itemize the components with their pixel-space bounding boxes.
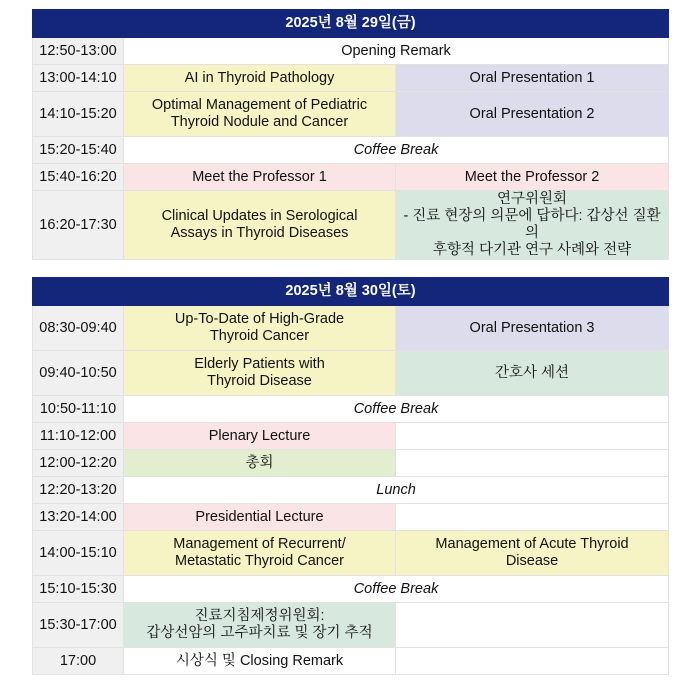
time-cell: 15:10-15:30 (33, 576, 124, 603)
time-cell: 11:10-12:00 (33, 423, 124, 450)
table-row (33, 450, 669, 477)
time-cell: 14:10-15:20 (33, 92, 124, 137)
session-cell: Clinical Updates in Serological Assays in Thyroid Diseases (124, 191, 396, 260)
session-cell: 시상식 및 Closing Remark (124, 648, 396, 675)
table-row (33, 92, 669, 137)
session-cell: 총회 (124, 450, 396, 477)
session-cell: Meet the Professor 2 (396, 164, 669, 191)
coffee-break-cell: Coffee Break (124, 576, 669, 603)
empty-cell (396, 603, 669, 648)
table-row (33, 137, 669, 164)
lunch-cell: Lunch (124, 477, 669, 504)
coffee-break-cell: Coffee Break (124, 396, 669, 423)
session-cell: Oral Presentation 3 (396, 306, 669, 351)
session-cell: AI in Thyroid Pathology (124, 65, 396, 92)
session-cell: 간호사 세션 (396, 351, 669, 396)
table-row (33, 576, 669, 603)
day2-header: 2025년 8월 30일(토) (33, 278, 669, 306)
time-cell: 17:00 (33, 648, 124, 675)
session-cell: Management of Recurrent/ Metastatic Thyroid Cancer (124, 531, 396, 576)
time-cell: 13:20-14:00 (33, 504, 124, 531)
time-cell: 12:20-13:20 (33, 477, 124, 504)
session-cell: Oral Presentation 1 (396, 65, 669, 92)
empty-cell (396, 423, 669, 450)
time-cell: 16:20-17:30 (33, 191, 124, 260)
table-row (33, 164, 669, 191)
session-cell: Up-To-Date of High-Grade Thyroid Cancer (124, 306, 396, 351)
empty-cell (396, 450, 669, 477)
table-row (33, 191, 669, 260)
session-cell: Plenary Lecture (124, 423, 396, 450)
session-cell: Elderly Patients with Thyroid Disease (124, 351, 396, 396)
session-cell: 진료지침제정위원회: 갑상선암의 고주파치료 및 장기 추적 (124, 603, 396, 648)
table-row (33, 65, 669, 92)
session-cell: Presidential Lecture (124, 504, 396, 531)
table-row (33, 531, 669, 576)
day2-schedule-table (32, 277, 669, 675)
time-cell: 08:30-09:40 (33, 306, 124, 351)
session-cell: Opening Remark (124, 38, 669, 65)
time-cell: 15:20-15:40 (33, 137, 124, 164)
session-cell: Optimal Management of Pediatric Thyroid Nodule and Cancer (124, 92, 396, 137)
table-row (33, 396, 669, 423)
time-cell: 13:00-14:10 (33, 65, 124, 92)
time-cell: 09:40-10:50 (33, 351, 124, 396)
time-cell: 12:50-13:00 (33, 38, 124, 65)
table-row (33, 477, 669, 504)
time-cell: 15:40-16:20 (33, 164, 124, 191)
table-row (33, 603, 669, 648)
time-cell: 10:50-11:10 (33, 396, 124, 423)
time-cell: 12:00-12:20 (33, 450, 124, 477)
day1-header: 2025년 8월 29일(금) (33, 10, 669, 38)
table-row (33, 423, 669, 450)
table-row (33, 504, 669, 531)
session-cell: Meet the Professor 1 (124, 164, 396, 191)
empty-cell (396, 504, 669, 531)
time-cell: 15:30-17:00 (33, 603, 124, 648)
session-cell: Oral Presentation 2 (396, 92, 669, 137)
session-cell: 연구위원회 - 진료 현장의 의문에 답하다: 갑상선 질환의 후향적 다기관 연구 사례와 전략 (396, 191, 669, 260)
session-cell: Management of Acute Thyroid Disease (396, 531, 669, 576)
table-row (33, 38, 669, 65)
table-row (33, 648, 669, 675)
coffee-break-cell: Coffee Break (124, 137, 669, 164)
day1-schedule-table (32, 9, 669, 260)
table-row (33, 351, 669, 396)
empty-cell (396, 648, 669, 675)
time-cell: 14:00-15:10 (33, 531, 124, 576)
table-row (33, 306, 669, 351)
